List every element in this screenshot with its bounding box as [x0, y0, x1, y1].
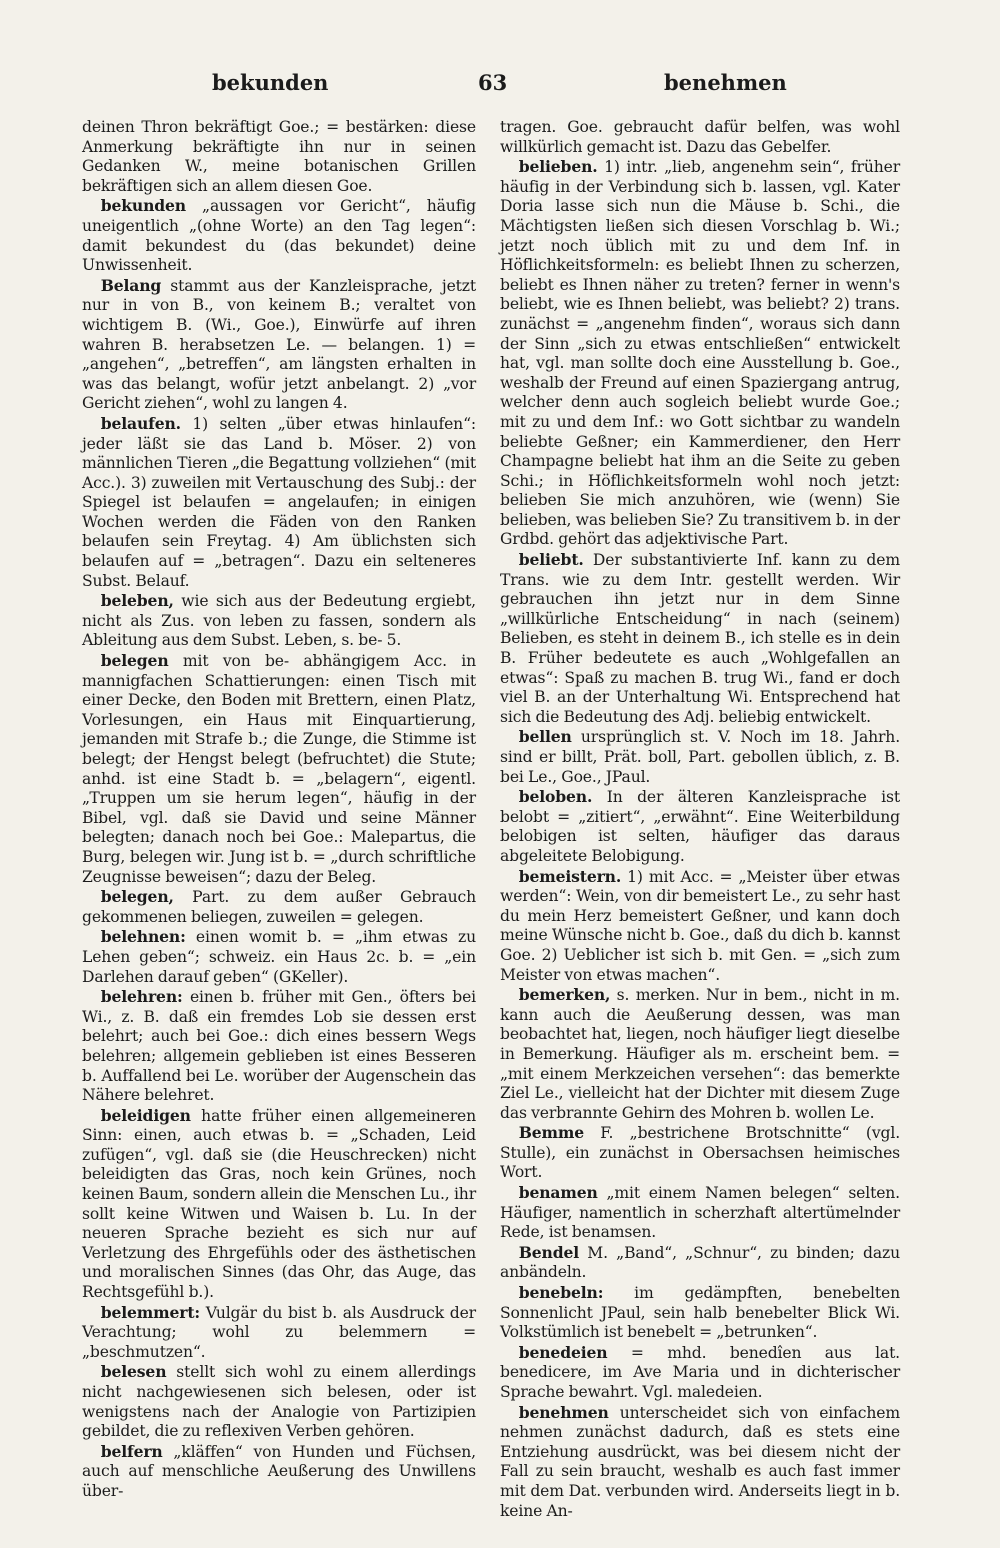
entry-headword: bellen — [518, 727, 572, 747]
entry-text: stammt aus der Kanzleisprache, jetzt nur in von B., von keinem B.; veraltet von wichtigem B. (Wi., Goe.), Einwürfe auf ihren wahren B. herabsetzen Le. — belangen. 1) = „angehen“, „betreffen“, am längsten erhalten in was das belangt, wofür jetzt anbelangt. 2) „vor Gericht ziehen“, wohl zu langen 4. — [82, 276, 476, 413]
entry-text: M. „Band“, „Schnur“, zu binden; dazu anbändeln. — [500, 1243, 900, 1282]
entry-headword: belemmert: — [100, 1302, 200, 1322]
entry-headword: benamen — [518, 1183, 598, 1203]
entry-headword: belaufen. — [100, 413, 181, 433]
entry-headword: beloben. — [518, 787, 593, 807]
dictionary-entry — [82, 887, 476, 927]
dictionary-entry — [82, 1106, 476, 1303]
entry-text: Vulgär du bist b. als Ausdruck der Verachtung; wohl zu belemmern = „beschmutzen“. — [82, 1303, 476, 1361]
dictionary-entry — [500, 157, 900, 550]
dictionary-entry — [82, 1442, 476, 1502]
dictionary-entry — [82, 1362, 476, 1441]
entry-text: „mit einem Namen belegen“ selten. Häufiger, namentlich in scherzhaft altertümelnder Rede, ist benamsen. — [500, 1184, 900, 1242]
dictionary-entry — [82, 591, 476, 651]
dictionary-entry — [500, 1183, 900, 1243]
entry-text: tragen. Goe. gebraucht dafür belfen, was wohl willkürlich gemacht ist. Dazu das Gebelfer. — [500, 118, 900, 156]
dictionary-entry — [82, 987, 476, 1106]
page-number: 63 — [478, 70, 508, 95]
dictionary-entry — [500, 118, 900, 157]
entry-headword: benehmen — [518, 1402, 609, 1422]
dictionary-entry — [500, 1123, 900, 1183]
right-column — [500, 118, 900, 1521]
entry-headword: belfern — [100, 1441, 163, 1461]
entry-text: ursprünglich st. V. Noch im 18. Jahrh. sind er billt, Prät. boll, Part. gebollen üblich, z. B. bei Le., Goe., JPaul. — [500, 728, 900, 786]
entry-headword: belehnen: — [100, 927, 186, 947]
entry-text: = mhd. benedîen aus lat. benedicere, im Ave Maria und in dichterischer Sprache bewahrt. Vgl. maledeien. — [500, 1343, 900, 1401]
header-left-catchword: bekunden — [212, 70, 329, 95]
entry-text: Der substantivierte Inf. kann zu dem Trans. wie zu dem Intr. gestellt werden. Wir gebrauchen ihn jetzt nur in dem Sinne „willkürliche Entscheidung“ in nach (seinem) Belieben, es steht in deinem B., ich stelle es in dein B. Früher bedeutete es auch „Wohlgefallen an etwas“: Spaß zu machen B. trug Wi., fand er doch viel B. an der Unterhaltung Wi. Entsprechend hat sich die Bedeutung des Adj. beliebig entwickelt. — [500, 551, 900, 726]
entry-headword: belegen, — [100, 887, 174, 907]
entry-text: mit von be- abhängigem Acc. in mannigfachen Schattierungen: einen Tisch mit einer Decke, den Boden mit Brettern, einen Platz, Vorlesungen, ein Haus mit Einquartierung, jemanden mit Strafe b.; die Zunge, die Stimme ist belegt; der Hengst belegt (befruchtet) die Stute; anhd. ist eine Stadt b. = „belagern“, eigentl. „Truppen um sie herum legen“, häufig in der Bibel, vgl. daß sie David und seine Männer belegten; danach noch bei Goe.: Malepartus, die Burg, belegen wir. Jung ist b. = „durch schriftliche Zeugnisse beweisen“; dazu der Beleg. — [82, 652, 476, 886]
dictionary-entry — [500, 1283, 900, 1343]
entry-text: „aussagen vor Gericht“, häufig uneigentlich „(ohne Worte) an den Tag legen“: damit bekundest du (das bekundet) deine Unwissenheit. — [82, 197, 476, 275]
entry-headword: belieben. — [518, 157, 598, 177]
entry-text: im gedämpften, benebelten Sonnenlicht JPaul, sein halb benebelter Blick Wi. Volkstümlich ist benebelt = „betrunken“. — [500, 1284, 900, 1342]
dictionary-entry — [82, 927, 476, 987]
entry-headword: benebeln: — [518, 1283, 604, 1303]
entry-text: einen b. früher mit Gen., öfters bei Wi., z. B. daß ein fremdes Lob sie dessen erst belehrt; auch bei Goe.: dich eines bessern Wegs belehren; allgemein geblieben ist eines Besseren b. Auffallend bei Le. worüber der Augenschein das Nähere belehret. — [82, 988, 476, 1105]
dictionary-entry — [82, 651, 476, 887]
header-right-catchword: benehmen — [664, 70, 787, 95]
entry-text: stellt sich wohl zu einem allerdings nicht nachgewiesenen sich belesen, oder ist wenigstens nach der Analogie von Partizipien gebildet, die zu reflexiven Verben gehören. — [82, 1363, 476, 1441]
entry-text: Part. zu dem außer Gebrauch gekommenen beliegen, zuweilen = gelegen. — [82, 888, 476, 926]
dictionary-entry — [500, 985, 900, 1123]
entry-text: wie sich aus der Bedeutung ergiebt, nicht als Zus. von leben zu fassen, sondern als Ableitung aus dem Subst. Leben, s. be- 5. — [82, 592, 476, 650]
running-header — [0, 70, 1000, 110]
dictionary-entry — [500, 1403, 900, 1522]
entry-headword: bemerken, — [518, 985, 611, 1005]
entry-headword: beleidigen — [100, 1105, 191, 1125]
entry-headword: belehren: — [100, 987, 183, 1007]
entry-text: unterscheidet sich von einfachem nehmen zunächst dadurch, daß es stets eine Entziehung ausdrückt, was bei diesem nicht der Fall zu sein braucht, weshalb es auch fast immer mit dem Dat. verbunden wird. Anderseits liegt in b. keine An- — [500, 1403, 900, 1520]
dictionary-entry — [500, 787, 900, 866]
entry-text: F. „bestrichene Brotschnitte“ (vgl. Stulle), ein zunächst in Obersachsen heimisches Wort. — [500, 1124, 900, 1182]
entry-headword: Bemme — [518, 1123, 584, 1143]
entry-headword: belegen — [100, 651, 169, 671]
entry-text: „kläffen“ von Hunden und Füchsen, auch auf menschliche Aeußerung des Unwillens über- — [82, 1442, 476, 1500]
dictionary-entry — [82, 118, 476, 196]
entry-text: einen womit b. = „ihm etwas zu Lehen geben“; schweiz. ein Haus 2c. b. = „ein Darlehen darauf geben“ (GKeller). — [82, 928, 476, 986]
left-column — [82, 118, 476, 1502]
entry-headword: Bendel — [518, 1242, 580, 1262]
entry-text: s. merken. Nur in bem., nicht in m. kann auch die Aeußerung dessen, was man beobachtet hat, liegen, noch häufiger liegt dieselbe in Bemerkung. Häufiger als m. erscheint bem. = „mit einem Merkzeichen versehen“: das bemerkte Ziel Le., vielleicht hat der Dichter mit diesem Zuge das verbrannte Gehirn des Mohren b. wollen Le. — [500, 986, 900, 1122]
entry-headword: bemeistern. — [518, 866, 622, 886]
entry-text: 1) intr. „lieb, angenehm sein“, früher häufig in der Verbindung sich b. lassen, vgl. Kater Doria lasse sich nun die Mäuse b. Schi., die Mächtigsten ließen sich diesen Vorschlag b. Wi.; jetzt noch üblich mit zu und dem Inf. in Höflichkeitsformeln: es beliebt Ihnen zu scherzen, beliebt es Ihnen näher zu treten? ferner in wenn's beliebt, wie es Ihnen beliebt, was beliebt? 2) trans. zunächst = „angenehm finden“, woraus sich dann der Sinn „sich zu etwas entschließen“ entwickelt hat, vgl. man sollte doch eine Ausstellung b. Goe., weshalb der Freund auf einen Spaziergang antrug, welcher denn auch sogleich beliebt wurde Goe.; mit zu und dem Inf.: wo Gott sichtbar zu wandeln beliebte Geßner; ein Kammerdiener, den Herr Champagne beliebt hat ihm an die Seite zu geben Schi.; in Höflichkeitsformeln wohl noch jetzt: belieben Sie mich anzuhören, wie (wenn) Sie belieben, was belieben Sie? Zu transitivem b. in der Grdbd. gehört das adjektivische Part. — [500, 158, 900, 549]
entry-headword: beleben, — [100, 591, 174, 611]
dictionary-entry — [82, 196, 476, 275]
entry-headword: Belang — [100, 275, 162, 295]
entry-text: 1) selten „über etwas hinlaufen“: jeder läßt sie das Land b. Möser. 2) von männlichen Tieren „die Begattung vollziehen“ (mit Acc.). 3) zuweilen mit Vertauschung des Subj.: der Spiegel ist belaufen = angelaufen; in einigen Wochen werden die Fäden von den Ranken belaufen sein Freytag. 4) Am üblichsten sich belaufen auf = „betragen“. Dazu ein selteneres Subst. Belauf. — [82, 414, 476, 590]
dictionary-entry — [500, 1343, 900, 1403]
entry-headword: belesen — [100, 1362, 167, 1382]
dictionary-entry — [500, 867, 900, 986]
dictionary-entry — [500, 550, 900, 727]
dictionary-entry — [82, 414, 476, 591]
entry-headword: benedeien — [518, 1342, 608, 1362]
entry-text: In der älteren Kanzleisprache ist belobt = „zitiert“, „erwähnt“. Eine Weiterbildung belobigen ist selten, häufiger das daraus abgeleitete Belobigung. — [500, 788, 900, 865]
entry-text: hatte früher einen allgemeineren Sinn: einen, auch etwas b. = „Schaden, Leid zufügen“, vgl. daß sie (die Heuschrecken) nicht beleidigten das Gras, noch kein Grünes, noch keinen Baum, sondern allein die Menschen Lu., ihr sollt keine Witwen und Waisen b. Lu. In der neueren Sprache bezieht es sich nur auf Verletzung des Ehrgefühls oder des ästhetischen und moralischen Sinnes (das Ohr, das Auge, das Rechtsgefühl b.). — [82, 1106, 476, 1302]
dictionary-entry — [82, 276, 476, 414]
entry-headword: beliebt. — [518, 550, 584, 570]
entry-headword: bekunden — [100, 196, 186, 216]
entry-text: deinen Thron bekräftigt Goe.; = bestärken: diese Anmerkung bekräftigte ihn nur in seinen Gedanken W., meine botanischen Grillen bekräftigen sich an allem diesen Goe. — [82, 118, 476, 195]
dictionary-entry — [500, 727, 900, 787]
dictionary-entry — [82, 1303, 476, 1363]
dictionary-entry — [500, 1243, 900, 1283]
entry-text: 1) mit Acc. = „Meister über etwas werden“: Wein, von dir bemeistert Le., zu sehr hast du mein Herz bemeistert Geßner, und kann doch meine Wünsche nicht b. Goe., daß du dich b. kannst Goe. 2) Ueblicher ist sich b. mit Gen. = „sich zum Meister von etwas machen“. — [500, 867, 900, 984]
